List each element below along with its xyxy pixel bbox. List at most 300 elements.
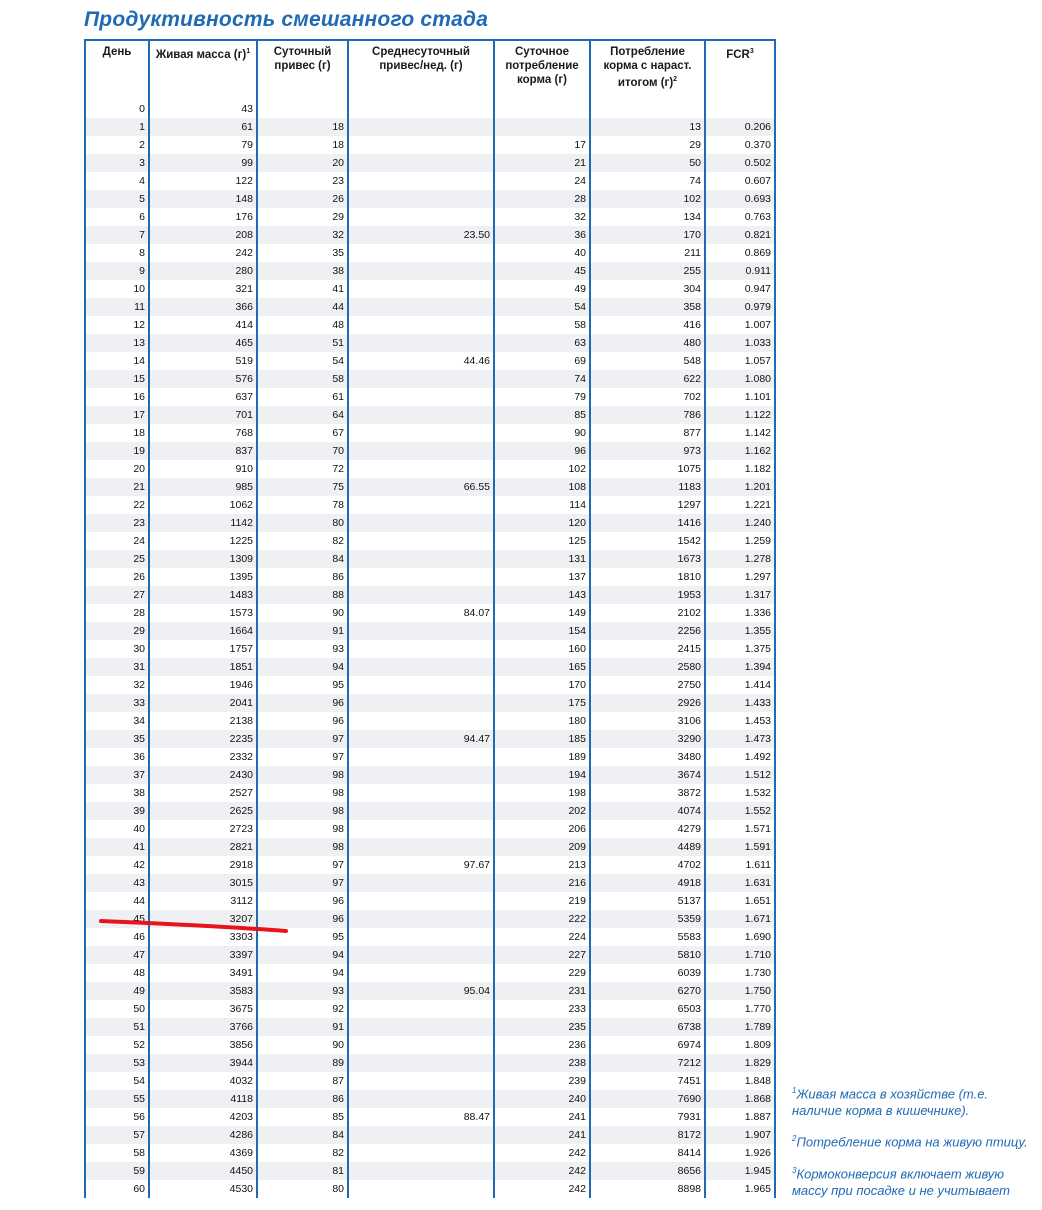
table-cell: 2926 <box>590 694 705 712</box>
table-cell: 51 <box>257 334 348 352</box>
table-cell <box>348 208 494 226</box>
table-cell: 3583 <box>149 982 257 1000</box>
table-cell <box>494 118 590 136</box>
table-cell: 72 <box>257 460 348 478</box>
table-row <box>85 1180 775 1198</box>
table-cell <box>348 748 494 766</box>
table-cell: 108 <box>494 478 590 496</box>
table-row <box>85 118 775 136</box>
table-cell <box>348 964 494 982</box>
table-cell: 15 <box>85 370 149 388</box>
table-row <box>85 982 775 1000</box>
table-row <box>85 658 775 676</box>
table-cell: 3303 <box>149 928 257 946</box>
table-row <box>85 1054 775 1072</box>
table-row <box>85 298 775 316</box>
table-cell: 35 <box>257 244 348 262</box>
table-cell <box>348 370 494 388</box>
table-cell: 69 <box>494 352 590 370</box>
table-cell: 1.571 <box>705 820 775 838</box>
table-cell: 85 <box>257 1108 348 1126</box>
table-cell: 41 <box>257 280 348 298</box>
table-cell: 4918 <box>590 874 705 892</box>
table-cell: 14 <box>85 352 149 370</box>
table-cell: 701 <box>149 406 257 424</box>
table-row <box>85 460 775 478</box>
table-cell: 8172 <box>590 1126 705 1144</box>
table-row <box>85 1036 775 1054</box>
table-cell: 176 <box>149 208 257 226</box>
table-cell: 255 <box>590 262 705 280</box>
table-cell: 6503 <box>590 1000 705 1018</box>
table-cell: 2415 <box>590 640 705 658</box>
table-cell: 3674 <box>590 766 705 784</box>
table-cell <box>348 1090 494 1108</box>
table-cell: 1.080 <box>705 370 775 388</box>
column-header-label: Суточное потребление корма (г) <box>505 46 579 86</box>
footnote-marker: 1 <box>246 48 251 55</box>
table-cell: 1.453 <box>705 712 775 730</box>
table-cell <box>348 928 494 946</box>
table-cell <box>348 100 494 118</box>
table-cell <box>348 946 494 964</box>
table-cell: 16 <box>85 388 149 406</box>
table-cell: 148 <box>149 190 257 208</box>
table-cell: 24 <box>85 532 149 550</box>
table-row <box>85 910 775 928</box>
table-cell: 61 <box>257 388 348 406</box>
table-row <box>85 442 775 460</box>
table-cell: 2256 <box>590 622 705 640</box>
table-cell: 94 <box>257 658 348 676</box>
table-cell: 2430 <box>149 766 257 784</box>
table-cell: 0.979 <box>705 298 775 316</box>
table-cell: 36 <box>85 748 149 766</box>
table-cell: 137 <box>494 568 590 586</box>
table-cell: 70 <box>257 442 348 460</box>
table-cell: 102 <box>494 460 590 478</box>
table-cell: 576 <box>149 370 257 388</box>
table-cell: 60 <box>85 1180 149 1198</box>
table-cell: 82 <box>257 532 348 550</box>
table-cell: 13 <box>590 118 705 136</box>
table-cell: 32 <box>257 226 348 244</box>
table-cell: 1309 <box>149 550 257 568</box>
table-cell: 88.47 <box>348 1108 494 1126</box>
table-cell: 1.848 <box>705 1072 775 1090</box>
table-cell: 209 <box>494 838 590 856</box>
table-cell <box>348 712 494 730</box>
table-cell: 4702 <box>590 856 705 874</box>
table-cell <box>590 100 705 118</box>
table-cell: 85 <box>494 406 590 424</box>
table-cell: 19 <box>85 442 149 460</box>
table-cell: 0.370 <box>705 136 775 154</box>
table-cell <box>348 154 494 172</box>
footnote-text: Потребление корма на живую птицу. <box>796 1134 1028 1150</box>
table-cell: 17 <box>85 406 149 424</box>
table-cell: 2 <box>85 136 149 154</box>
table-cell: 154 <box>494 622 590 640</box>
table-cell: 2821 <box>149 838 257 856</box>
table-cell: 7931 <box>590 1108 705 1126</box>
table-cell: 27 <box>85 586 149 604</box>
table-cell: 1.101 <box>705 388 775 406</box>
table-cell: 74 <box>590 172 705 190</box>
table-cell: 95.04 <box>348 982 494 1000</box>
table-cell: 99 <box>149 154 257 172</box>
table-row <box>85 586 775 604</box>
table-cell: 96 <box>494 442 590 460</box>
table-cell: 4074 <box>590 802 705 820</box>
table-cell: 1.730 <box>705 964 775 982</box>
footnote-marker: 1 <box>792 1086 797 1095</box>
table-cell: 1 <box>85 118 149 136</box>
table-cell <box>348 1018 494 1036</box>
table-cell: 416 <box>590 316 705 334</box>
footnote <box>792 1082 1037 1119</box>
table-cell: 165 <box>494 658 590 676</box>
table-cell: 34 <box>85 712 149 730</box>
page-title: Продуктивность смешанного стада <box>84 8 489 31</box>
table-cell: 18 <box>257 136 348 154</box>
table-cell: 1062 <box>149 496 257 514</box>
table-cell: 0 <box>85 100 149 118</box>
table-cell: 1.512 <box>705 766 775 784</box>
table-cell: 55 <box>85 1090 149 1108</box>
table-cell: 4369 <box>149 1144 257 1162</box>
table-cell: 96 <box>257 910 348 928</box>
table-cell: 1.631 <box>705 874 775 892</box>
table-cell: 1.770 <box>705 1000 775 1018</box>
table-row <box>85 838 775 856</box>
table-row <box>85 892 775 910</box>
table-cell: 4032 <box>149 1072 257 1090</box>
table-cell: 29 <box>85 622 149 640</box>
table-cell: 50 <box>85 1000 149 1018</box>
table-cell: 229 <box>494 964 590 982</box>
table-cell: 189 <box>494 748 590 766</box>
table-cell: 40 <box>85 820 149 838</box>
table-cell: 1.182 <box>705 460 775 478</box>
table-cell: 1.259 <box>705 532 775 550</box>
table-cell: 1.057 <box>705 352 775 370</box>
table-cell: 231 <box>494 982 590 1000</box>
footnote <box>792 1130 1037 1150</box>
table-cell: 1483 <box>149 586 257 604</box>
table-row <box>85 622 775 640</box>
table-cell: 5 <box>85 190 149 208</box>
table-cell: 54 <box>257 352 348 370</box>
table-cell: 548 <box>590 352 705 370</box>
table-cell: 1.651 <box>705 892 775 910</box>
table-row <box>85 1108 775 1126</box>
table-cell: 43 <box>85 874 149 892</box>
table-cell: 22 <box>85 496 149 514</box>
table-row <box>85 172 775 190</box>
table-cell: 84 <box>257 1126 348 1144</box>
table-cell: 180 <box>494 712 590 730</box>
table-cell: 0.911 <box>705 262 775 280</box>
table-cell <box>348 1144 494 1162</box>
table-cell: 233 <box>494 1000 590 1018</box>
column-header <box>590 40 705 100</box>
table-cell: 4530 <box>149 1180 257 1198</box>
table-cell: 1297 <box>590 496 705 514</box>
table-cell: 18 <box>85 424 149 442</box>
table-cell <box>348 388 494 406</box>
table-cell: 4279 <box>590 820 705 838</box>
table-cell: 211 <box>590 244 705 262</box>
table-cell: 47 <box>85 946 149 964</box>
table-cell: 0.947 <box>705 280 775 298</box>
table-cell: 202 <box>494 802 590 820</box>
table-cell: 2102 <box>590 604 705 622</box>
table-cell: 54 <box>494 298 590 316</box>
table-cell: 20 <box>85 460 149 478</box>
table-cell: 1.710 <box>705 946 775 964</box>
table-cell: 0.607 <box>705 172 775 190</box>
table-cell: 81 <box>257 1162 348 1180</box>
table-cell <box>348 910 494 928</box>
table-cell: 1573 <box>149 604 257 622</box>
table-cell: 93 <box>257 982 348 1000</box>
table-cell: 358 <box>590 298 705 316</box>
table-cell: 1.887 <box>705 1108 775 1126</box>
table-cell: 5359 <box>590 910 705 928</box>
table-cell: 29 <box>590 136 705 154</box>
table-cell: 4118 <box>149 1090 257 1108</box>
table-cell: 91 <box>257 622 348 640</box>
table-cell: 3766 <box>149 1018 257 1036</box>
table-cell: 114 <box>494 496 590 514</box>
table-cell: 637 <box>149 388 257 406</box>
table-cell <box>348 892 494 910</box>
table-cell: 49 <box>494 280 590 298</box>
table-cell: 786 <box>590 406 705 424</box>
table-cell: 1.591 <box>705 838 775 856</box>
table-cell: 79 <box>494 388 590 406</box>
table-cell <box>348 496 494 514</box>
table-cell: 52 <box>85 1036 149 1054</box>
table-cell: 97 <box>257 748 348 766</box>
table-cell: 79 <box>149 136 257 154</box>
footnote-marker: 3 <box>749 48 754 55</box>
table-cell: 1953 <box>590 586 705 604</box>
table-cell: 48 <box>85 964 149 982</box>
table-cell: 1.394 <box>705 658 775 676</box>
table-cell: 702 <box>590 388 705 406</box>
column-header <box>149 40 257 100</box>
table-cell: 1416 <box>590 514 705 532</box>
table-cell: 238 <box>494 1054 590 1072</box>
table-row <box>85 946 775 964</box>
table-row <box>85 1162 775 1180</box>
table-row <box>85 676 775 694</box>
table-row <box>85 820 775 838</box>
table-cell <box>705 100 775 118</box>
table-cell: 1664 <box>149 622 257 640</box>
table-cell: 480 <box>590 334 705 352</box>
table-cell: 23 <box>85 514 149 532</box>
table-cell: 170 <box>494 676 590 694</box>
table-cell: 236 <box>494 1036 590 1054</box>
table-row <box>85 100 775 118</box>
table-cell: 80 <box>257 514 348 532</box>
table-cell: 59 <box>85 1162 149 1180</box>
table-cell: 82 <box>257 1144 348 1162</box>
table-cell: 1.336 <box>705 604 775 622</box>
table-cell <box>348 766 494 784</box>
table-cell: 7451 <box>590 1072 705 1090</box>
table-cell: 29 <box>257 208 348 226</box>
table-cell: 8 <box>85 244 149 262</box>
table-cell: 88 <box>257 586 348 604</box>
table-cell: 21 <box>85 478 149 496</box>
table-cell: 2723 <box>149 820 257 838</box>
table-row <box>85 964 775 982</box>
table-cell: 53 <box>85 1054 149 1072</box>
table-cell <box>348 280 494 298</box>
table-cell: 90 <box>257 604 348 622</box>
column-header-label: Суточный привес (г) <box>273 46 332 72</box>
table-cell: 38 <box>85 784 149 802</box>
table-cell: 134 <box>590 208 705 226</box>
table-row <box>85 406 775 424</box>
table-cell: 4489 <box>590 838 705 856</box>
table-cell: 241 <box>494 1126 590 1144</box>
table-row <box>85 1000 775 1018</box>
table-cell: 1.868 <box>705 1090 775 1108</box>
table-cell: 58 <box>85 1144 149 1162</box>
table-cell: 56 <box>85 1108 149 1126</box>
table-cell <box>348 442 494 460</box>
table-cell <box>348 190 494 208</box>
table-row <box>85 784 775 802</box>
table-cell: 28 <box>494 190 590 208</box>
table-row <box>85 874 775 892</box>
table-cell <box>348 1180 494 1198</box>
table-header-row <box>85 40 775 100</box>
table-cell: 6039 <box>590 964 705 982</box>
column-header <box>85 40 149 100</box>
table-cell: 23.50 <box>348 226 494 244</box>
table-cell: 194 <box>494 766 590 784</box>
table-cell: 1.240 <box>705 514 775 532</box>
table-cell: 86 <box>257 568 348 586</box>
table-cell: 32 <box>494 208 590 226</box>
column-header-label: Среднесуточный привес/нед. (г) <box>372 46 470 72</box>
table-cell <box>348 1036 494 1054</box>
table-cell: 1757 <box>149 640 257 658</box>
table-cell <box>494 100 590 118</box>
table-cell: 1.965 <box>705 1180 775 1198</box>
table-cell: 7 <box>85 226 149 244</box>
table-cell: 89 <box>257 1054 348 1072</box>
table-cell: 242 <box>494 1162 590 1180</box>
table-cell: 95 <box>257 676 348 694</box>
table-row <box>85 1090 775 1108</box>
table-cell: 280 <box>149 262 257 280</box>
footnote-marker: 2 <box>673 76 678 83</box>
column-header <box>494 40 590 100</box>
table-cell <box>348 676 494 694</box>
table-cell: 1.433 <box>705 694 775 712</box>
table-cell <box>348 244 494 262</box>
table-cell: 43 <box>149 100 257 118</box>
table-cell: 1542 <box>590 532 705 550</box>
table-row <box>85 334 775 352</box>
table-cell: 90 <box>257 1036 348 1054</box>
table-cell <box>257 100 348 118</box>
table-cell: 63 <box>494 334 590 352</box>
table-row <box>85 1144 775 1162</box>
table-cell: 8656 <box>590 1162 705 1180</box>
table-cell <box>348 1126 494 1144</box>
table-cell: 44 <box>85 892 149 910</box>
table-cell: 910 <box>149 460 257 478</box>
table-row <box>85 550 775 568</box>
table-cell: 3675 <box>149 1000 257 1018</box>
table-cell: 2625 <box>149 802 257 820</box>
table-cell: 6 <box>85 208 149 226</box>
table-cell: 37 <box>85 766 149 784</box>
table-cell: 1.611 <box>705 856 775 874</box>
table-row <box>85 478 775 496</box>
table-cell: 0.693 <box>705 190 775 208</box>
column-header <box>348 40 494 100</box>
table-cell: 4286 <box>149 1126 257 1144</box>
table-cell: 48 <box>257 316 348 334</box>
table-cell: 74 <box>494 370 590 388</box>
table-cell: 160 <box>494 640 590 658</box>
footnote <box>792 1162 1037 1199</box>
table-cell: 6738 <box>590 1018 705 1036</box>
table-cell: 18 <box>257 118 348 136</box>
table-cell: 1851 <box>149 658 257 676</box>
table-cell: 1.201 <box>705 478 775 496</box>
table-cell: 1183 <box>590 478 705 496</box>
table-cell: 86 <box>257 1090 348 1108</box>
table-cell: 96 <box>257 892 348 910</box>
table-cell: 41 <box>85 838 149 856</box>
table-cell: 131 <box>494 550 590 568</box>
table-cell: 45 <box>494 262 590 280</box>
table-cell: 465 <box>149 334 257 352</box>
table-row <box>85 316 775 334</box>
table-cell <box>348 1072 494 1090</box>
table-cell: 1142 <box>149 514 257 532</box>
table-row <box>85 712 775 730</box>
table-cell <box>348 838 494 856</box>
table-cell: 1.375 <box>705 640 775 658</box>
table-cell: 1.926 <box>705 1144 775 1162</box>
table-cell: 32 <box>85 676 149 694</box>
table-cell: 61 <box>149 118 257 136</box>
table-cell: 98 <box>257 784 348 802</box>
table-cell: 64 <box>257 406 348 424</box>
column-header <box>705 40 775 100</box>
table-cell <box>348 820 494 838</box>
table-cell: 58 <box>257 370 348 388</box>
table-cell <box>348 136 494 154</box>
table-cell: 208 <box>149 226 257 244</box>
table-row <box>85 748 775 766</box>
footnote-text: Живая масса в хозяйстве (т.е. наличие корма в кишечнике). <box>792 1086 989 1119</box>
table-cell <box>348 874 494 892</box>
table-row <box>85 388 775 406</box>
table-cell: 837 <box>149 442 257 460</box>
